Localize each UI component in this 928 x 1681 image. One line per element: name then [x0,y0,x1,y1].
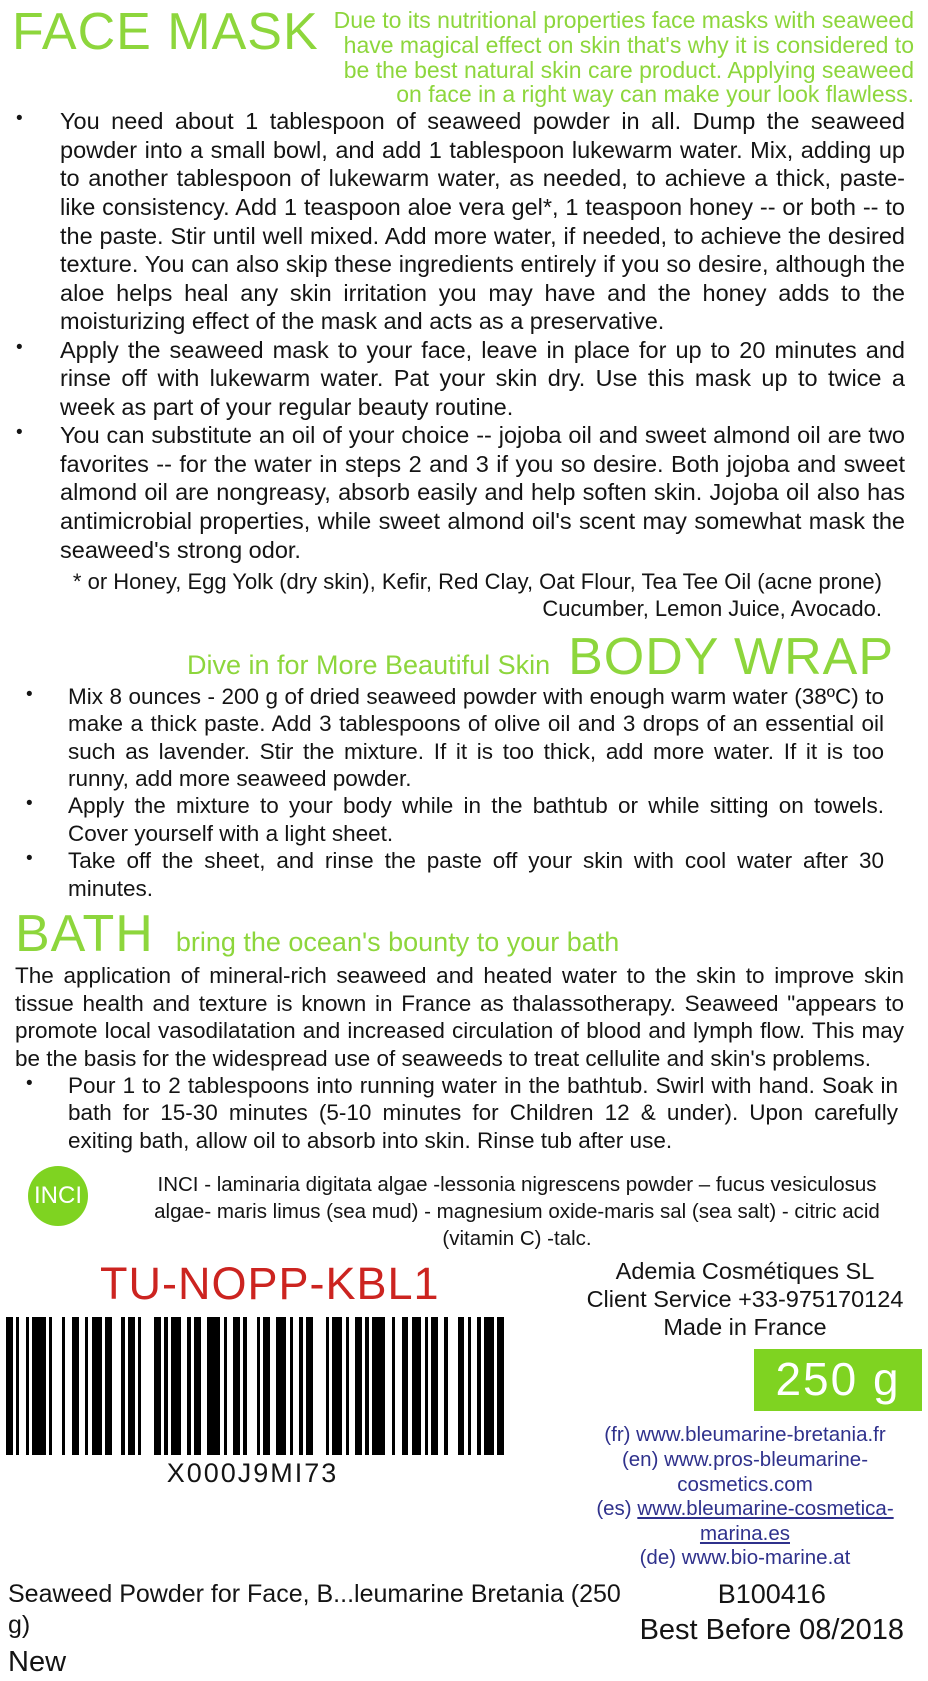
company-name: Ademia Cosmétiques SL [615,1258,875,1285]
face-mask-intro: Due to its nutritional properties face masks with seaweed have magical effect on skin that's why it is considered to be the best natural skin care product. Applying seaweed on face in a right way can make your look flawless. [333,7,914,108]
bullet-icon: • [16,422,23,444]
footer-left [8,1579,640,1681]
bullet-icon: • [26,1072,33,1094]
link-url[interactable]: www.bleumarine-bretania.fr [636,1423,886,1447]
bullet-icon: • [26,793,33,815]
company-column [516,1258,928,1571]
batch-number: B100416 [717,1578,826,1609]
bath-tagline: bring the ocean's bounty to your bath [175,927,620,958]
body-wrap-header [0,627,928,686]
website-links [562,1423,928,1571]
weight-badge: 250 g [754,1349,922,1411]
barcode-image [6,1317,511,1455]
instruction-text: Apply the mixture to your body while in the bathtub or while sitting on towels. Cover yourself with a light sheet. [68,793,884,846]
inci-badge-icon: INCI [28,1166,88,1226]
link-url[interactable]: www.bio-marine.at [681,1546,851,1570]
footnote [0,569,928,623]
bath-instructions [0,1072,928,1154]
body-wrap-instructions [0,683,928,903]
lower-section [0,1258,928,1571]
bullet-icon: • [26,848,33,870]
list-item [0,1072,928,1154]
website-link[interactable] [562,1448,928,1497]
footer [0,1579,928,1681]
instruction-text: You need about 1 tablespoon of seaweed powder in all. Dump the seaweed powder into a small bowl, and add 1 tablespoon lukewarm water. Mix, adding up to another tablespoon of lukewarm water, as needed, to achieve a thick, paste-like consistency. Add 1 teaspoon aloe vera gel*, 1 teaspoon honey -- or both -- to the paste. Stir until well mixed. Add more water, if needed, to achieve the desired texture. You can also skip these ingredients entirely if you so desire, although the aloe helps heal any skin irritation you may have and the honey adds to the moisturizing effect of the mask and acts as a preservative. [60,108,905,335]
instruction-text: Pour 1 to 2 tablespoons into running water in the bathtub. Swirl with hand. Soak in bath for 15-30 minutes (5-10 minutes for Children 12 & under). Upon carefully exiting bath, allow oil to absorb into skin. Rinse tub after use. [68,1072,898,1153]
company-block [562,1258,928,1341]
bullet-icon: • [16,336,23,358]
link-url[interactable]: www.pros-bleumarine-cosmetics.com [664,1447,869,1496]
footnote-line-2: Cucumber, Lemon Juice, Avocado. [542,595,882,621]
inci-ingredients: INCI - laminaria digitata algae -lessonia nigrescens powder – fucus vesiculosus algae- maris limus (sea mud) - magnesium oxide-maris sal (sea salt) - citric acid (vitamin C) -talc. [154,1173,880,1250]
client-service: Client Service +33-975170124 [586,1285,904,1312]
barcode-column [0,1258,516,1571]
face-mask-header [0,0,928,107]
list-item [0,792,928,847]
link-lang-prefix: (en) [621,1447,665,1471]
link-lang-prefix: (es) [596,1497,638,1521]
link-lang-prefix: (fr) [604,1423,637,1447]
list-item [0,847,928,902]
link-url[interactable]: www.bleumarine-cosmetica-marina.es [637,1497,894,1545]
body-wrap-title: BODY WRAP [568,627,894,686]
list-item [0,107,928,335]
inci-section [0,1166,928,1252]
website-link[interactable] [562,1546,928,1571]
made-in: Made in France [663,1313,827,1340]
face-mask-instructions [0,107,928,564]
instruction-text: You can substitute an oil of your choice -- jojoba oil and sweet almond oil are two favorites -- for the water in steps 2 and 3 if you so desire. Both jojoba and sweet almond oil are nongreasy, absorb easily and help soften skin. Jojoba oil also has antimicrobial properties, while sweet almond oil's scent may somewhat mask the seaweed's strong odor. [60,422,905,563]
list-item [0,683,928,793]
link-lang-prefix: (de) [639,1546,682,1570]
face-mask-title: FACE MASK [12,3,319,61]
barcode-text: X000J9MI73 [166,1458,339,1489]
bath-description: The application of mineral-rich seaweed and heated water to the skin to improve skin tissue health and texture is known in France as thalassotherapy. Seaweed "appears to promote local vasodilatation and increased circulation of blood and lymph flow. This may be the basis for the widespread use of seaweeds to treat cellulite and skin's problems. [15,963,904,1071]
bullet-icon: • [26,683,33,705]
condition-label: New [8,1646,67,1679]
instruction-text: Apply the seaweed mask to your face, leave in place for up to 20 minutes and rinse off with lukewarm water. Pat your skin dry. Use this mask up to twice a week as part of your regular beauty routine. [60,336,905,420]
website-link[interactable] [562,1497,928,1546]
bath-header [0,905,928,964]
product-name: Seaweed Powder for Face, B...leumarine Bretania (250 g) [8,1579,621,1640]
best-before: Best Before 08/2018 [639,1613,904,1646]
instruction-text: Take off the sheet, and rinse the paste off your skin with cool water after 30 minutes. [68,848,884,901]
body-wrap-tagline: Dive in for More Beautiful Skin [186,649,551,680]
footnote-line-1: * or Honey, Egg Yolk (dry skin), Kefir, Red Clay, Oat Flour, Tea Tee Oil (acne prone) [72,569,882,595]
footer-right [640,1579,904,1681]
bullet-icon: • [16,108,23,130]
instruction-text: Mix 8 ounces - 200 g of dried seaweed powder with enough warm water (38ºC) to make a thick paste. Add 3 tablespoons of olive oil and 3 drops of an essential oil such as lavender. Stir the mixture. If it is too thick, add more water. If it is too runny, add more seaweed powder. [68,683,884,792]
list-item [0,336,928,422]
list-item [0,421,928,564]
bath-title: BATH [15,905,154,964]
website-link[interactable] [562,1423,928,1448]
product-code: TU-NOPP-KBL1 [100,1258,440,1310]
